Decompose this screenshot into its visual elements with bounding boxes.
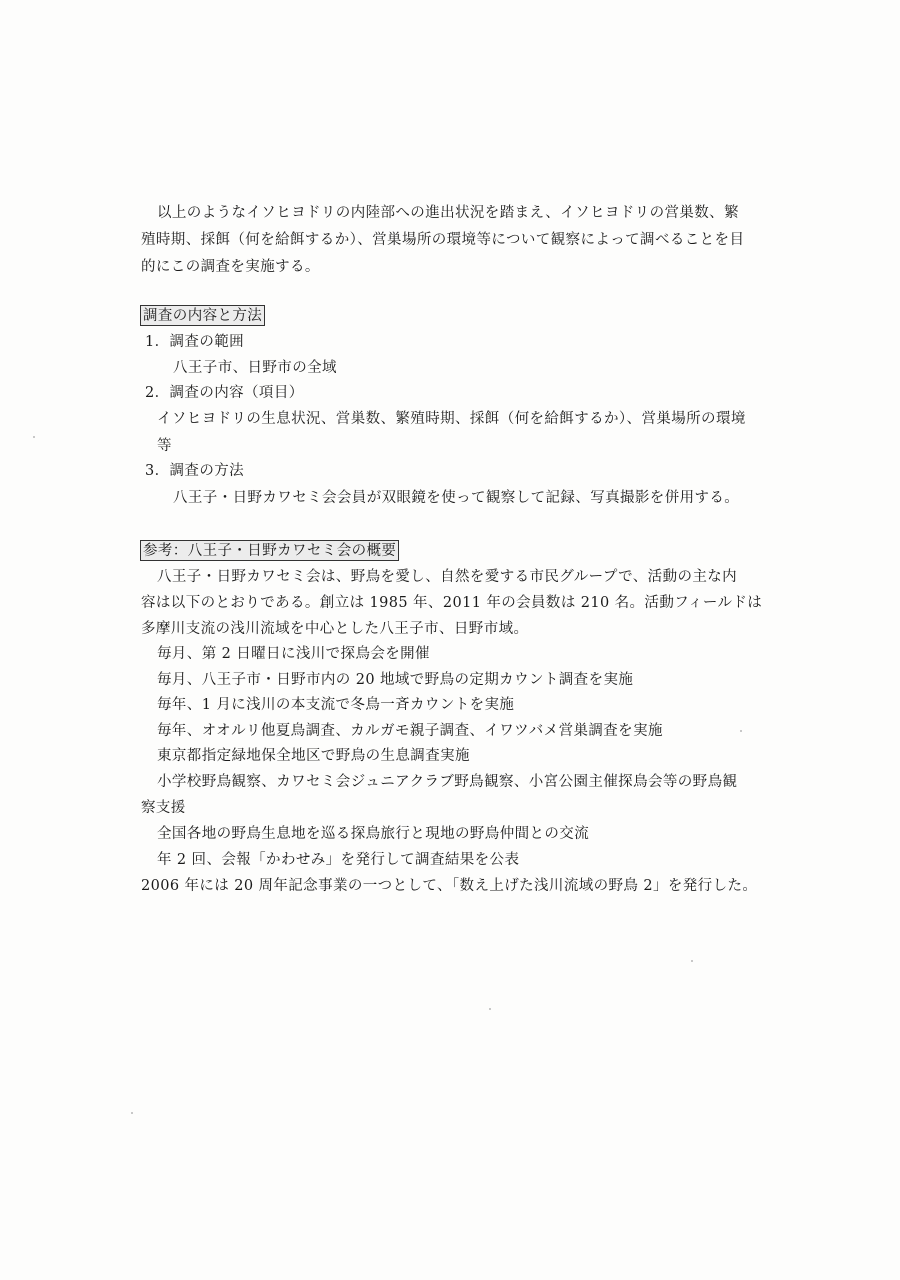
reference-closing: 2006 年には 20 周年記念事業の一つとして、「数え上げた浅川流域の野鳥 2」を発行した。 — [141, 878, 758, 894]
reference-para-line-3: 多摩川支流の浅川流域を中心とした八王子市、日野市域。 — [141, 621, 529, 637]
scan-speck — [489, 1008, 491, 1010]
intro-line-1: 以上のようなイソヒヨドリの内陸部への進出状況を踏まえ、イソヒヨドリの営巣数、繁 — [157, 205, 739, 221]
activity-item: 全国各地の野鳥生息地を巡る探鳥旅行と現地の野鳥仲間との交流 — [157, 826, 590, 842]
scan-speck — [131, 1112, 133, 1114]
activity-item: 小学校野鳥観察、カワセミ会ジュニアクラブ野鳥観察、小宮公園主催探鳥会等の野鳥観 — [157, 774, 738, 790]
method-heading-label: 調査の内容と方法 — [140, 305, 265, 326]
activity-item: 毎月、八王子市・日野市内の 20 地域で野鳥の定期カウント調査を実施 — [157, 672, 634, 688]
scan-speck — [740, 730, 742, 732]
intro-line-2: 殖時期、採餌（何を給餌するか）、営巣場所の環境等について観察によって調べることを目 — [141, 232, 745, 248]
method-item-2-body-2: 等 — [157, 438, 172, 454]
method-item-2-title: 2．調査の内容（項目） — [145, 385, 304, 401]
method-item-3-title: 3．調査の方法 — [145, 463, 245, 479]
reference-para-line-1: 八王子・日野カワセミ会は、野鳥を愛し、自然を愛する市民グループで、活動の主な内 — [157, 569, 738, 585]
activity-item: 察支援 — [141, 800, 186, 816]
activity-item: 東京都指定緑地保全地区で野鳥の生息調査実施 — [157, 748, 470, 764]
scan-speck — [691, 960, 693, 962]
intro-line-3: 的にこの調査を実施する。 — [141, 259, 320, 275]
activity-item: 毎年、1 月に浅川の本支流で冬鳥一斉カウントを実施 — [157, 697, 515, 713]
activity-item: 毎月、第 2 日曜日に浅川で探鳥会を開催 — [157, 646, 430, 662]
scan-speck — [33, 436, 35, 438]
reference-heading-label: 参考：八王子・日野カワセミ会の概要 — [140, 540, 399, 561]
method-item-1-title: 1．調査の範囲 — [145, 334, 245, 350]
reference-heading — [140, 540, 399, 561]
method-item-2-body-1: イソヒヨドリの生息状況、営巣数、繁殖時期、採餌（何を給餌するか）、営巣場所の環境 — [157, 411, 746, 427]
method-item-1-body: 八王子市、日野市の全域 — [173, 360, 337, 376]
activity-item: 毎年、オオルリ他夏鳥調査、カルガモ親子調査、イワツバメ営巣調査を実施 — [157, 723, 663, 739]
reference-para-line-2: 容は以下のとおりである。創立は 1985 年、2011 年の会員数は 210 名。活動フィールドは — [141, 595, 763, 611]
method-heading — [140, 305, 265, 326]
activity-item: 年 2 回、会報「かわせみ」を発行して調査結果を公表 — [157, 852, 520, 868]
method-item-3-body: 八王子・日野カワセミ会会員が双眼鏡を使って観察して記録、写真撮影を併用する。 — [173, 490, 740, 506]
